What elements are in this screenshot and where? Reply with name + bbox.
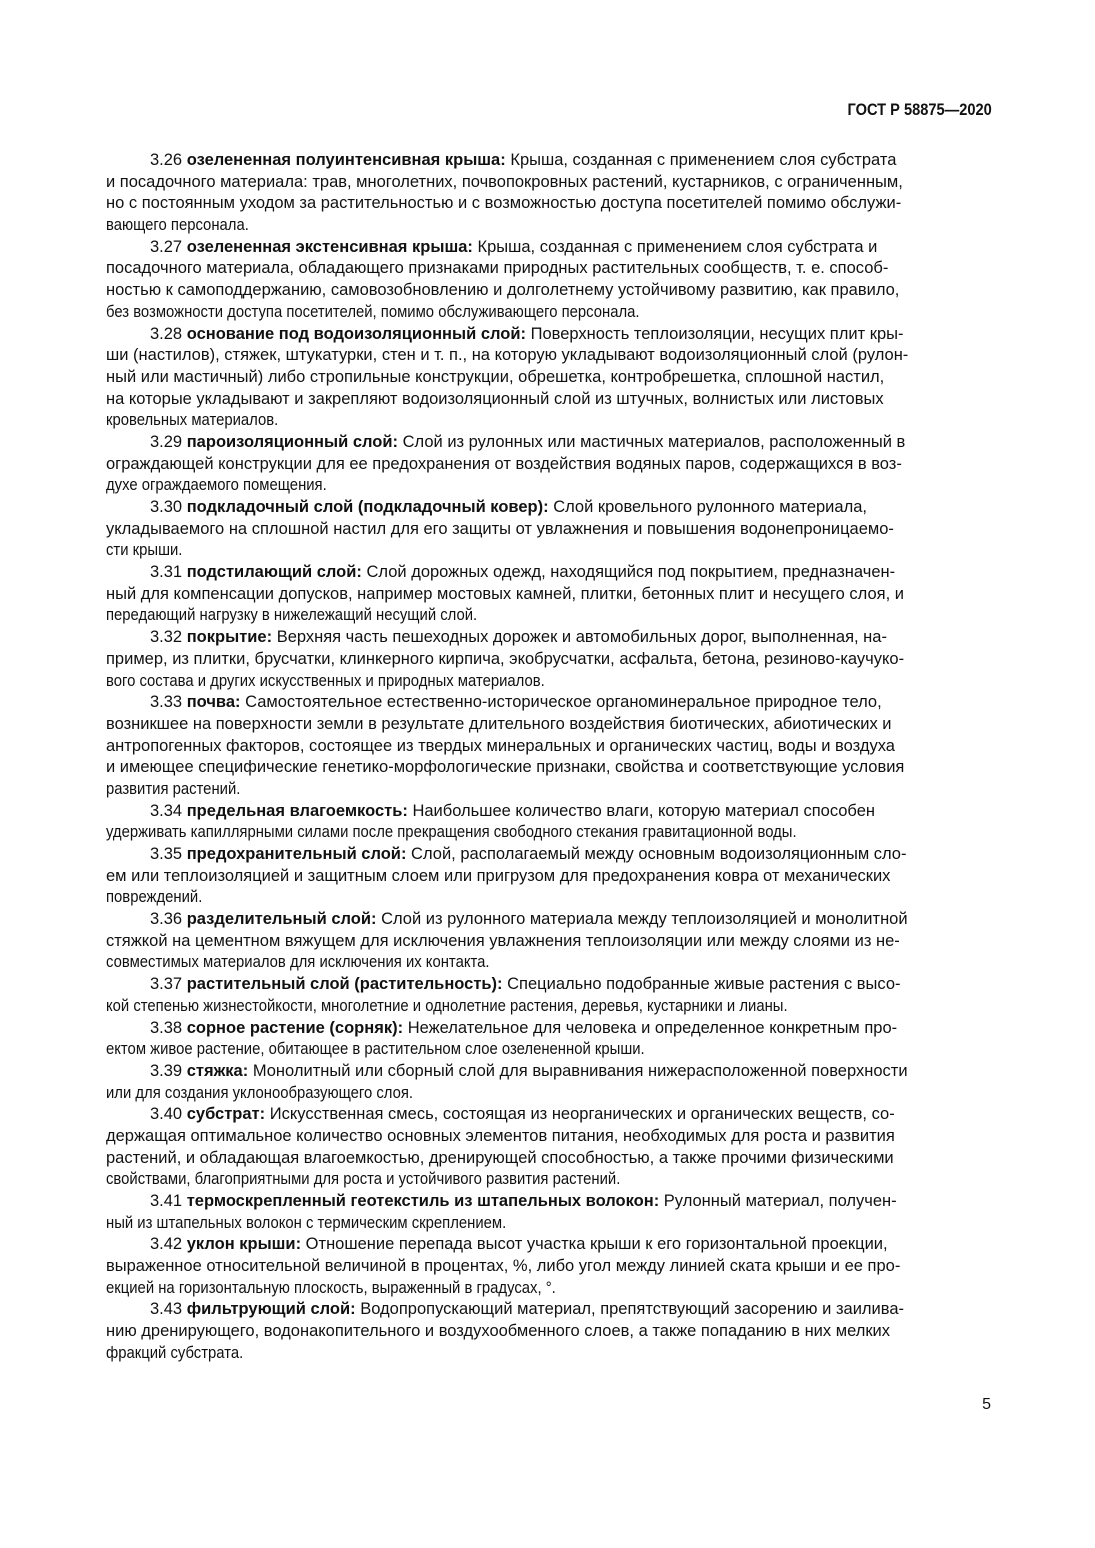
definition-line — [106, 454, 992, 476]
definition-entry — [106, 627, 992, 692]
entry-text: пример, из плитки, брусчатки, клинкерного кирпича, экобрусчатки, асфальта, бетона, резиново-каучуко- — [106, 649, 905, 668]
definition-line — [106, 302, 903, 324]
entry-text: посадочного материала, обладающего признаками природных растительных сообществ, т. е. способ- — [106, 259, 889, 278]
entry-text: сти крыши. — [106, 541, 183, 560]
entry-text: кой степенью жизнестойкости, многолетние и однолетние растения, деревья, кустарники и лианы. — [106, 996, 788, 1015]
entry-number: 3.29 — [150, 432, 183, 451]
entry-term: озелененная экстенсивная крыша: — [186, 237, 473, 256]
definition-line — [106, 1083, 903, 1105]
entry-term: покрытие: — [186, 628, 273, 647]
definition-first-line — [106, 1299, 992, 1321]
definition-line — [106, 779, 903, 801]
entry-term: подстилающий слой: — [186, 563, 362, 582]
definition-line — [106, 736, 992, 758]
entry-text: Слой из рулонных или мастичных материалов, расположенный в — [402, 432, 906, 451]
entry-text: Слой кровельного рулонного материала, — [553, 498, 867, 516]
definition-entry — [106, 974, 992, 1017]
definition-line — [106, 866, 992, 888]
definition-line — [106, 1321, 992, 1343]
definition-entry — [106, 324, 992, 432]
definition-line — [106, 519, 992, 541]
definition-first-line — [106, 974, 992, 996]
definition-line — [106, 540, 903, 562]
entry-text: Слой, располагаемый между основным водоизоляционным сло- — [411, 845, 907, 863]
entry-number: 3.33 — [150, 693, 183, 712]
entry-term: субстрат: — [186, 1105, 266, 1124]
entry-text: держащая оптимальное количество основных элементов питания, необходимых для роста и развития — [106, 1126, 895, 1145]
page-number: 5 — [982, 1396, 991, 1413]
definition-line — [106, 1169, 903, 1191]
entry-number: 3.26 — [150, 151, 183, 169]
entry-term: разделительный слой: — [186, 910, 377, 929]
definition-line — [106, 215, 903, 237]
definition-line — [106, 1148, 992, 1170]
definition-entry — [106, 1191, 992, 1234]
definition-first-line — [106, 801, 992, 823]
entry-number: 3.27 — [150, 237, 183, 256]
entry-text: на которые укладывают и закрепляют водоизоляционный слой из штучных, волнистых или листовых — [106, 389, 884, 408]
definition-first-line — [106, 1061, 992, 1083]
entry-text: и имеющее специфические генетико-морфологические признаки, свойства и соответствующие условия — [106, 758, 905, 777]
entry-number: 3.36 — [150, 910, 183, 929]
definition-entry — [106, 909, 992, 974]
definition-entry — [106, 801, 992, 844]
definition-first-line — [106, 627, 992, 649]
entry-term: стяжка: — [186, 1061, 249, 1080]
definition-line — [106, 757, 992, 779]
entry-text: ностью к самоподдержанию, самовозобновлению и долголетнему устойчивому развитию, как правило, — [106, 281, 900, 300]
entry-text: фракций субстрата. — [106, 1343, 244, 1362]
definition-entry — [106, 562, 992, 627]
definition-first-line — [106, 1234, 992, 1256]
entry-text: ектом живое растение, обитающее в растительном слое озелененной крыши. — [106, 1040, 645, 1059]
entry-term: предельная влагоемкость: — [186, 801, 408, 820]
definition-entry — [106, 432, 992, 497]
entry-text: стяжкой на цементном вяжущем для исключения увлажнения теплоизоляции или между слоями из не- — [106, 931, 900, 950]
definition-line — [106, 671, 903, 693]
entry-number: 3.32 — [150, 628, 183, 647]
definition-line — [106, 345, 992, 367]
entry-term: термоскрепленный геотекстиль из штапельных волокон: — [186, 1192, 660, 1210]
definition-entry — [106, 1299, 992, 1364]
definition-line — [106, 887, 903, 909]
entry-text: Самостоятельное естественно-историческое органоминеральное природное тело, — [245, 693, 882, 712]
definition-entry — [106, 1061, 992, 1104]
entry-text: нию дренирующего, водонакопительного и воздухообменного слоев, а также попаданию в них мелких — [106, 1322, 891, 1341]
definition-first-line — [106, 432, 992, 454]
definition-first-line — [106, 692, 992, 714]
definition-entry — [106, 150, 992, 237]
definition-entry — [106, 692, 992, 800]
entry-text: Монолитный или сборный слой для выравнивания нижерасположенной поверхности — [252, 1061, 908, 1080]
definition-first-line — [106, 237, 992, 259]
entry-text: Водопропускающий материал, препятствующий засорению и заилива- — [360, 1300, 905, 1319]
entry-term: растительный слой (растительность): — [186, 975, 503, 994]
definition-first-line — [106, 909, 992, 931]
entry-number: 3.38 — [150, 1018, 183, 1037]
definition-entry — [106, 1104, 992, 1191]
entry-term: основание под водоизоляционный слой: — [186, 324, 526, 343]
entry-term: почва: — [186, 693, 241, 712]
entry-text: ши (настилов), стяжек, штукатурки, стен и т. п., на которую укладывают водоизоляционный слой (рулон- — [106, 346, 909, 365]
definition-line — [106, 605, 903, 627]
entry-number: 3.43 — [150, 1300, 183, 1319]
entry-text: екцией на горизонтальную плоскость, выраженный в градусах, °. — [106, 1278, 556, 1297]
definition-line — [106, 410, 903, 432]
entry-text: Крыша, созданная с применением слоя субстрата — [510, 151, 897, 169]
entry-text: Поверхность теплоизоляции, несущих плит кры- — [530, 324, 904, 343]
entry-text: развития растений. — [106, 779, 241, 798]
entry-term: фильтрующий слой: — [186, 1300, 356, 1319]
entry-text: Искусственная смесь, состоящая из неорганических и органических веществ, со- — [269, 1105, 895, 1124]
definition-line — [106, 931, 992, 953]
entry-text: духе ограждаемого помещения. — [106, 476, 327, 495]
definition-first-line — [106, 324, 992, 346]
definition-first-line — [106, 562, 992, 584]
entry-number: 3.28 — [150, 324, 183, 343]
entry-term: пароизоляционный слой: — [186, 432, 399, 451]
definition-first-line — [106, 150, 992, 172]
entry-text: передающий нагрузку в нижележащий несущий слой. — [106, 606, 478, 625]
entry-number: 3.31 — [150, 563, 183, 582]
entry-text: удерживать капиллярными силами после прекращения свободного стекания гравитационной воды. — [106, 823, 797, 842]
definition-line — [106, 1126, 992, 1148]
definition-entry — [106, 237, 992, 324]
entry-number: 3.37 — [150, 975, 183, 994]
entry-number: 3.30 — [150, 498, 183, 516]
entry-text: укладываемого на сплошной настил для его защиты от увлажнения и повышения водонепроницаемо- — [106, 519, 894, 538]
definition-first-line — [106, 1191, 992, 1213]
entry-text: Нежелательное для человека и определенное конкретным про- — [407, 1018, 898, 1037]
entry-text: Отношение перепада высот участка крыши к его горизонтальной проекции, — [305, 1235, 888, 1254]
entry-text: или для создания уклонообразующего слоя. — [106, 1083, 414, 1102]
definition-line — [106, 996, 903, 1018]
entry-text: и посадочного материала: трав, многолетних, почвопокровных растений, кустарников, с ограниченным, — [106, 172, 903, 191]
entry-term: сорное растение (сорняк): — [186, 1018, 404, 1037]
definition-line — [106, 714, 992, 736]
definition-entry — [106, 844, 992, 909]
entry-term: озелененная полуинтенсивная крыша: — [186, 151, 506, 169]
entry-text: растений, и обладающая влагоемкостью, дренирующей способностью, а также прочими физическими — [106, 1148, 894, 1167]
entry-number: 3.39 — [150, 1061, 183, 1080]
definition-entry — [106, 497, 992, 562]
entry-text: ный для компенсации допусков, например мостовых камней, плитки, бетонных плит и несущего слоя, и — [106, 584, 904, 603]
entry-text: но с постоянным уходом за растительностью и с возможностью доступа посетителей помимо обслужи- — [106, 194, 902, 213]
entry-term: уклон крыши: — [186, 1235, 302, 1254]
entry-term: подкладочный слой (подкладочный ковер): — [186, 498, 549, 516]
definition-line — [106, 1039, 903, 1061]
definition-line — [106, 367, 992, 389]
entry-text: свойствами, благоприятными для роста и устойчивого развития растений. — [106, 1170, 621, 1189]
definition-line — [106, 1256, 992, 1278]
definition-line — [106, 1278, 903, 1300]
entry-text: Слой из рулонного материала между теплоизоляцией и монолитной — [381, 910, 908, 929]
definition-line — [106, 822, 903, 844]
entry-term: предохранительный слой: — [186, 845, 407, 863]
entry-text: Крыша, созданная с применением слоя субстрата и — [477, 237, 878, 256]
entry-text: повреждений. — [106, 888, 203, 907]
definition-entry — [106, 1018, 992, 1061]
definition-first-line — [106, 497, 992, 519]
entry-text: кровельных материалов. — [106, 411, 279, 430]
entry-text: без возможности доступа посетителей, помимо обслуживающего персонала. — [106, 302, 640, 321]
entry-text: возникшее на поверхности земли в результате длительного воздействия биотических, абиотических и — [106, 714, 892, 733]
entry-text: совместимых материалов для исключения их контакта. — [106, 953, 490, 972]
entry-text: ем или теплоизоляцией и защитным слоем или пригрузом для предохранения ковра от механических — [106, 866, 891, 885]
definition-line — [106, 193, 992, 215]
entry-text: Рулонный материал, получен- — [663, 1192, 897, 1210]
entry-text: вающего персонала. — [106, 216, 249, 235]
definition-line — [106, 649, 992, 671]
definition-line — [106, 1213, 903, 1235]
definition-first-line — [106, 1104, 992, 1126]
entry-text: выраженное относительной величиной в процентах, %, либо угол между линией ската крыши и ее про- — [106, 1257, 901, 1276]
definition-line — [106, 389, 992, 411]
entry-number: 3.34 — [150, 801, 183, 820]
definition-first-line — [106, 844, 992, 866]
entry-number: 3.40 — [150, 1105, 183, 1124]
standard-designation: ГОСТ Р 58875—2020 — [847, 100, 992, 119]
definition-line — [106, 952, 903, 974]
definition-entry — [106, 1234, 992, 1299]
entry-text: Верхняя часть пешеходных дорожек и автомобильных дорог, выполненная, на- — [276, 628, 887, 647]
entry-text: Специально подобранные живые растения с высо- — [507, 975, 901, 994]
entry-text: Слой дорожных одежд, находящийся под покрытием, предназначен- — [366, 563, 896, 582]
definitions-list — [106, 150, 992, 1365]
entry-text: вого состава и других искусственных и природных материалов. — [106, 671, 545, 690]
definition-first-line — [106, 1018, 992, 1040]
definition-line — [106, 280, 992, 302]
entry-text: Наибольшее количество влаги, которую материал способен — [412, 801, 875, 820]
definition-line — [106, 475, 903, 497]
definition-line — [106, 172, 992, 194]
entry-number: 3.42 — [150, 1235, 183, 1254]
entry-number: 3.41 — [150, 1192, 183, 1210]
definition-line — [106, 1343, 903, 1365]
entry-text: ограждающей конструкции для ее предохранения от воздействия водяных паров, содержащихся в воз- — [106, 454, 902, 473]
entry-text: ный или мастичный) либо стропильные конструкции, обрешетка, контробрешетка, сплошной настил, — [106, 367, 885, 386]
entry-number: 3.35 — [150, 845, 183, 863]
entry-text: антропогенных факторов, состоящее из твердых минеральных и органических частиц, воды и воздуха — [106, 736, 895, 755]
definition-line — [106, 584, 992, 606]
definition-line — [106, 258, 992, 280]
entry-text: ный из штапельных волокон с термическим скреплением. — [106, 1213, 507, 1232]
